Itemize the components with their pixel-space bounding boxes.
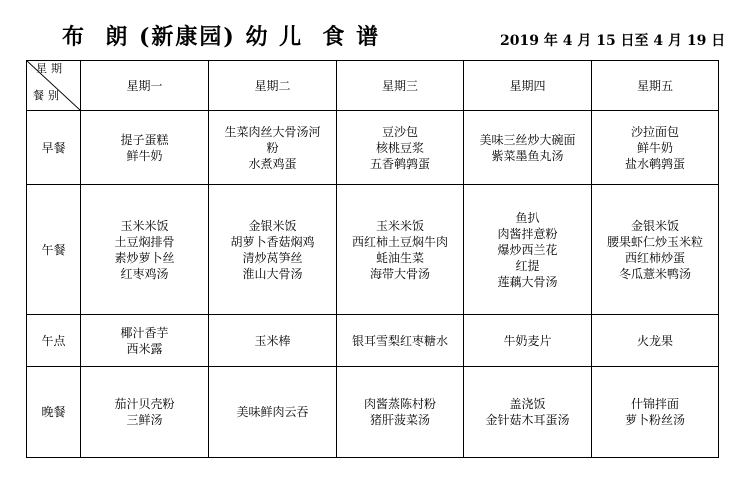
dish-item: 提子蛋糕 — [120, 132, 169, 147]
menu-cell — [337, 367, 464, 458]
menu-cell — [464, 185, 592, 315]
dish-item: 美味鲜肉云吞 — [236, 405, 309, 419]
dish-item: 椰汁香芋 — [120, 325, 169, 340]
dish-item: 红枣鸡汤 — [120, 266, 169, 281]
dish-item: 爆炒西兰花 — [497, 242, 558, 257]
corner-cell — [27, 61, 81, 111]
dish-item: 玉米米饭 — [375, 218, 424, 233]
dish-item: 金银米饭 — [248, 218, 297, 233]
menu-cell — [209, 367, 337, 458]
dish-item: 火龙果 — [636, 333, 673, 348]
meal-label: 午点 — [27, 315, 81, 367]
dish-item: 西红柿土豆焖牛肉 — [351, 234, 448, 249]
menu-cell — [81, 367, 209, 458]
dish-item: 美味三丝炒大碗面 — [479, 132, 576, 147]
dish-item: 素炒萝卜丝 — [114, 250, 175, 265]
dish-item: 沙拉面包 — [630, 124, 679, 139]
dish-item: 粉 — [266, 140, 279, 155]
dish-item: 冬瓜薏米鸭汤 — [618, 266, 691, 281]
meal-label: 午餐 — [27, 185, 81, 315]
date-range: 2019 年 4 月 15 日至 4 月 19 日 — [500, 33, 726, 49]
page-title: 布 朗 (新康园) 幼 儿 食 谱 — [62, 24, 381, 50]
menu-cell — [592, 111, 719, 185]
menu-cell — [592, 367, 719, 458]
dish-item: 什锦拌面 — [630, 397, 679, 411]
dish-item: 清炒莴笋丝 — [242, 250, 303, 265]
day-header: 星期二 — [209, 61, 337, 111]
dish-item: 土豆焖排骨 — [114, 234, 175, 249]
dish-item: 茄汁贝壳粉 — [114, 397, 175, 411]
dish-item: 海带大骨汤 — [369, 266, 430, 281]
dish-item: 肉酱蒸陈村粉 — [363, 397, 436, 411]
dish-item: 紫菜墨鱼丸汤 — [491, 148, 564, 163]
dish-item: 淮山大骨汤 — [242, 266, 303, 281]
dish-item: 核桃豆浆 — [375, 140, 424, 155]
dish-item: 萝卜粉丝汤 — [624, 413, 685, 427]
meal-row-snack — [27, 315, 719, 367]
dish-item: 猪肝菠菜汤 — [369, 413, 430, 427]
day-header: 星期五 — [592, 61, 719, 111]
header-row — [27, 61, 719, 111]
day-header: 星期一 — [81, 61, 209, 111]
dish-item: 蚝油生菜 — [375, 250, 424, 265]
dish-item: 西红柿炒蛋 — [624, 250, 685, 265]
dish-item: 鲜牛奶 — [126, 148, 163, 163]
menu-cell — [464, 111, 592, 185]
menu-cell — [81, 185, 209, 315]
dish-item: 三鲜汤 — [126, 413, 163, 427]
dish-item: 金针菇木耳蛋汤 — [485, 413, 570, 427]
menu-cell — [337, 185, 464, 315]
dish-item: 西米露 — [126, 341, 163, 356]
menu-cell — [464, 367, 592, 458]
dish-item: 金银米饭 — [630, 218, 679, 233]
dish-item: 玉米棒 — [254, 333, 291, 348]
dish-item: 水煮鸡蛋 — [248, 156, 297, 171]
dish-item: 鲜牛奶 — [636, 140, 673, 155]
meal-row-dinner — [27, 367, 719, 458]
meal-label: 早餐 — [27, 111, 81, 185]
day-header: 星期三 — [337, 61, 464, 111]
menu-cell — [592, 315, 719, 367]
menu-cell — [81, 111, 209, 185]
corner-meal-label: 餐别 — [33, 89, 63, 102]
dish-item: 五香鹌鹑蛋 — [369, 156, 430, 171]
dish-item: 腰果虾仁炒玉米粒 — [606, 234, 703, 249]
menu-cell — [464, 315, 592, 367]
menu-cell — [592, 185, 719, 315]
dish-item: 银耳雪梨红枣糖水 — [351, 333, 448, 348]
dish-item: 豆沙包 — [381, 124, 418, 139]
dish-item: 莲藕大骨汤 — [497, 274, 558, 289]
menu-cell — [209, 111, 337, 185]
menu-cell — [337, 111, 464, 185]
dish-item: 肉酱拌意粉 — [497, 226, 558, 241]
dish-item: 胡萝卜香菇焖鸡 — [230, 234, 315, 249]
menu-cell — [209, 185, 337, 315]
meal-row-lunch — [27, 185, 719, 315]
menu-cell — [81, 315, 209, 367]
menu-cell — [209, 315, 337, 367]
dish-item: 生菜肉丝大骨汤河 — [224, 124, 321, 139]
menu-cell — [337, 315, 464, 367]
menu-table — [26, 60, 719, 458]
dish-item: 玉米米饭 — [120, 218, 169, 233]
meal-row-breakfast — [27, 111, 719, 185]
day-header: 星期四 — [464, 61, 592, 111]
dish-item: 牛奶麦片 — [503, 333, 552, 348]
dish-item: 鱼扒 — [515, 210, 540, 225]
corner-day-label: 星期 — [36, 62, 66, 75]
meal-label: 晚餐 — [27, 367, 81, 458]
dish-item: 盖浇饭 — [509, 397, 546, 411]
dish-item: 盐水鹌鹑蛋 — [624, 156, 685, 171]
dish-item: 红提 — [515, 258, 540, 273]
